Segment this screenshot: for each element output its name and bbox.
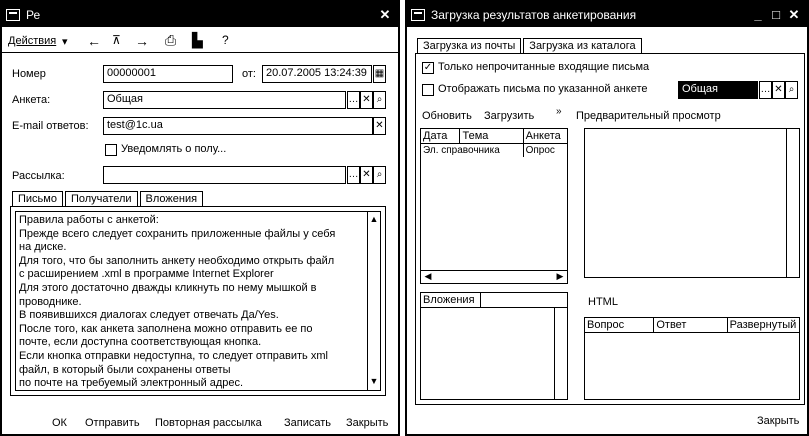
- select-button[interactable]: …: [347, 166, 360, 184]
- attachments-list[interactable]: [420, 292, 568, 400]
- load-tab-panel: [415, 53, 805, 405]
- only-unread-label: Только непрочитанные входящие письма: [438, 61, 650, 73]
- letter-line: файл, в который были сохранены ответы: [19, 363, 231, 376]
- select-button[interactable]: …: [347, 91, 360, 109]
- tab-load-from-folder[interactable]: Загрузка из каталога: [523, 38, 641, 54]
- open-icon[interactable]: ⌕: [785, 81, 798, 99]
- date-field[interactable]: 20.07.2005 13:24:39: [262, 65, 372, 83]
- window-title: Ре: [26, 7, 41, 22]
- only-unread-checkbox[interactable]: ✓: [423, 62, 433, 73]
- attach-icon[interactable]: ▙: [192, 32, 203, 48]
- grid-cell: Эл. справочника: [421, 144, 524, 157]
- reply-email-label: E-mail ответов:: [12, 120, 89, 132]
- table-row[interactable]: [421, 144, 567, 157]
- column-header[interactable]: Тема: [460, 129, 523, 143]
- letter-line: почте, если доступна соответствующая кнопка.: [19, 336, 262, 349]
- letter-line: с расширением .xml в программе Internet Explorer: [19, 268, 274, 281]
- mailing-label: Рассылка:: [12, 170, 65, 182]
- select-button[interactable]: …: [759, 81, 772, 99]
- letter-line: проводнике.: [19, 295, 82, 308]
- letter-line: Если кнопка отправки недоступна, то следует отправить xml: [19, 349, 328, 362]
- save-button[interactable]: Записать: [284, 417, 332, 429]
- ok-button[interactable]: ОК: [52, 417, 67, 429]
- grid-header: [421, 129, 567, 144]
- tab-load-from-mail[interactable]: Загрузка из почты: [417, 38, 521, 54]
- document-window: [0, 0, 400, 436]
- open-icon[interactable]: ⌕: [373, 166, 386, 184]
- close-button[interactable]: Закрыть: [757, 415, 800, 427]
- load-button[interactable]: Загрузить: [484, 110, 535, 122]
- load-results-titlebar: [407, 2, 807, 27]
- answers-grid[interactable]: [584, 317, 800, 400]
- column-header[interactable]: Дата: [421, 129, 460, 143]
- tab-recipients[interactable]: Получатели: [65, 191, 138, 207]
- column-header[interactable]: Ответ: [654, 318, 727, 332]
- refresh-button[interactable]: Обновить: [422, 110, 472, 122]
- column-header[interactable]: Анкета: [525, 130, 561, 142]
- notify-checkbox[interactable]: [105, 144, 117, 156]
- column-header[interactable]: Вопрос: [585, 318, 654, 332]
- letter-line: Для того, что бы заполнить анкету необходимо открыть файл: [19, 254, 335, 267]
- calendar-icon[interactable]: ▦: [373, 65, 386, 83]
- load-results-window: [405, 0, 809, 436]
- print-icon[interactable]: ⎙: [165, 32, 177, 48]
- actions-menu[interactable]: Действия: [8, 35, 57, 47]
- horizontal-scrollbar[interactable]: [421, 270, 567, 283]
- messages-grid[interactable]: [420, 128, 568, 284]
- grid-cell: Опрос: [525, 145, 555, 156]
- notify-label: Уведомлять о полу...: [121, 143, 227, 155]
- show-for-survey-label: Отображать письма по указанной анкете: [438, 83, 648, 95]
- survey-filter-field[interactable]: Общая: [678, 81, 758, 99]
- attachments-label: Вложения: [421, 293, 481, 307]
- tab-attachments[interactable]: Вложения: [140, 191, 204, 207]
- from-label: от:: [242, 68, 256, 80]
- column-header[interactable]: Развернутый: [729, 319, 797, 331]
- reply-email-field[interactable]: test@1c.ua: [103, 117, 373, 135]
- letter-line: Прежде всего следует сохранить приложенные файлы у себя: [19, 227, 336, 240]
- send-button[interactable]: Отправить: [85, 417, 140, 429]
- resend-button[interactable]: Повторная рассылка: [155, 417, 262, 429]
- clear-icon[interactable]: ✕: [360, 91, 373, 109]
- letter-line: по почте на требуемый электронный адрес.: [19, 377, 244, 390]
- letter-line: В появившихся диалогах следует отвечать Да/Yes.: [19, 309, 279, 322]
- open-icon[interactable]: ⌕: [373, 91, 386, 109]
- document-titlebar: [2, 2, 398, 27]
- toolbar-divider: [2, 52, 398, 53]
- help-icon[interactable]: ?: [222, 33, 229, 47]
- close-icon[interactable]: ✕: [788, 6, 800, 22]
- clear-icon[interactable]: ✕: [360, 166, 373, 184]
- mailing-field[interactable]: [103, 166, 346, 184]
- letter-text-area[interactable]: [15, 211, 381, 391]
- chevron-down-icon[interactable]: ▾: [62, 36, 68, 48]
- vertical-scrollbar[interactable]: [367, 212, 380, 390]
- forward-arrow-icon[interactable]: →: [135, 33, 149, 49]
- letter-line: Правила работы с анкетой:: [19, 214, 159, 226]
- maximize-icon[interactable]: □: [772, 7, 780, 22]
- clear-icon[interactable]: ✕: [772, 81, 785, 99]
- scroll-up-icon[interactable]: ▲: [369, 214, 379, 224]
- letter-line: После того, как анкета заполнена можно отправить ее по: [19, 322, 313, 335]
- structure-icon[interactable]: ⊼: [112, 33, 121, 47]
- load-tabs: [417, 38, 644, 54]
- letter-line: Для этого достаточно дважды кликнуть по нему мышкой в: [19, 281, 317, 294]
- tab-letter[interactable]: Письмо: [12, 191, 63, 207]
- letter-line: на диске.: [19, 241, 67, 254]
- survey-label: Анкета:: [12, 94, 51, 106]
- scroll-left-icon[interactable]: ◀: [424, 271, 432, 281]
- close-icon[interactable]: ✕: [379, 6, 391, 22]
- attachments-header: [421, 293, 567, 308]
- close-button[interactable]: Закрыть: [346, 417, 389, 429]
- vertical-scrollbar[interactable]: [554, 307, 567, 399]
- number-label: Номер: [12, 68, 46, 80]
- preview-area: [584, 128, 800, 278]
- tab-panel: [10, 206, 386, 396]
- vertical-scrollbar[interactable]: [786, 129, 799, 277]
- grid-header: [585, 318, 799, 333]
- preview-label: Предварительный просмотр: [576, 110, 721, 122]
- scroll-down-icon[interactable]: ▼: [369, 376, 379, 387]
- more-icon[interactable]: »: [556, 106, 562, 117]
- document-tabs: [12, 191, 205, 207]
- html-label: HTML: [588, 296, 618, 308]
- clear-icon[interactable]: ✕: [373, 117, 386, 135]
- window-title: Загрузка результатов анкетирования: [431, 7, 637, 22]
- survey-field[interactable]: Общая: [103, 91, 346, 109]
- scroll-right-icon[interactable]: ▶: [556, 271, 564, 281]
- back-arrow-icon[interactable]: ←: [87, 33, 101, 49]
- window-icon: [6, 9, 20, 21]
- window-icon: [411, 9, 425, 21]
- show-for-survey-checkbox[interactable]: [422, 84, 434, 96]
- minimize-icon[interactable]: _: [754, 7, 762, 22]
- number-field[interactable]: 00000001: [103, 65, 233, 83]
